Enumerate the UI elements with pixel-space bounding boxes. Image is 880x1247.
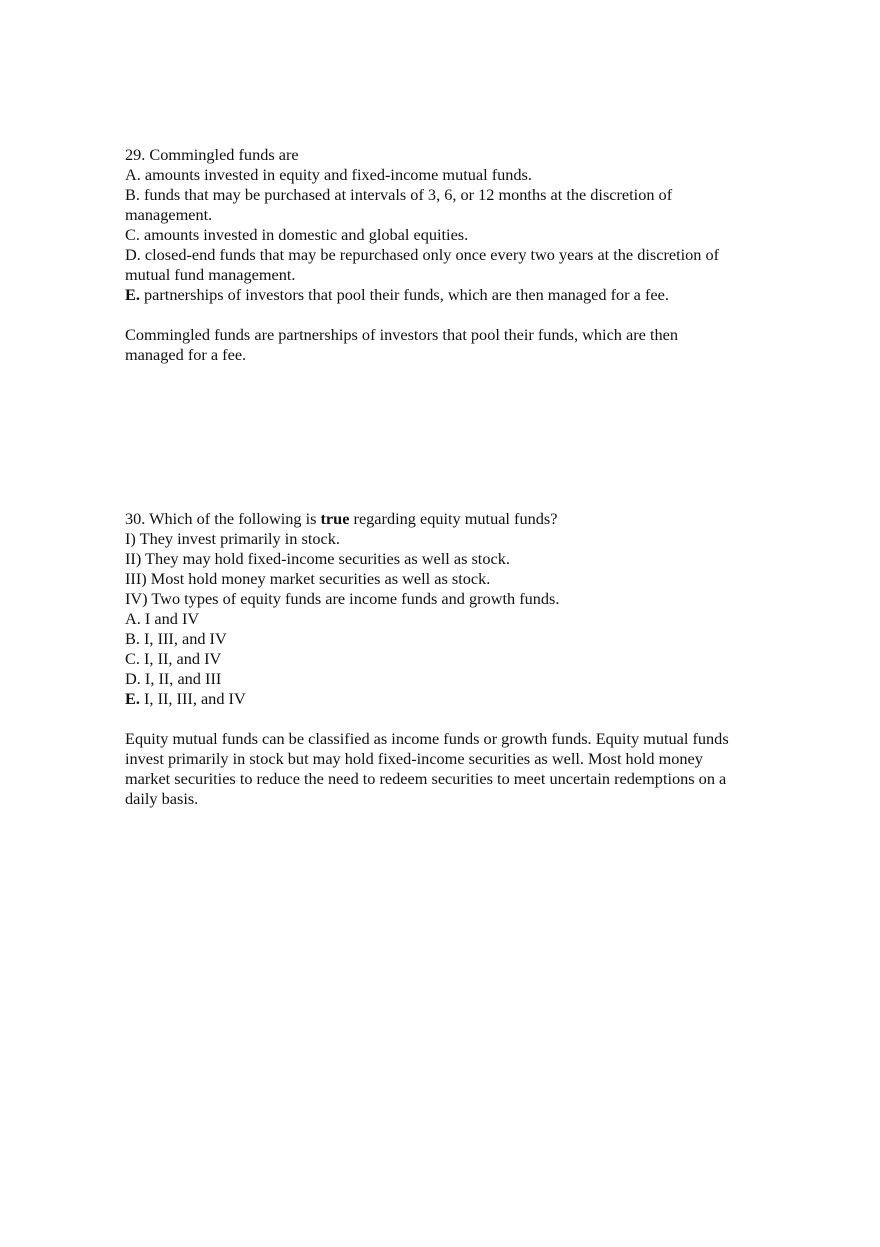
option-text: I, III, and IV [139,629,227,648]
question-29-option-b-cont: management. [125,205,213,224]
option-text: I and IV [140,609,200,628]
option-key: C. [125,649,140,668]
option-key: C. [125,225,140,244]
question-30-option-a [125,609,785,629]
option-key: B. [125,185,140,204]
stem-text: regarding equity mutual funds? [349,509,558,528]
question-30-explanation-line-4: daily basis. [125,789,199,808]
stem-text: 30. Which of the following is [125,509,321,528]
question-29-option-e [125,285,785,305]
option-text: amounts invested in equity and fixed-income mutual funds. [140,165,532,184]
statement-i: I) They invest primarily in stock. [125,529,340,548]
spacer [125,709,785,729]
option-key: A. [125,609,141,628]
option-text: funds that may be purchased at intervals of 3, 6, or 12 months at the discretion of [139,185,673,204]
option-text: amounts invested in domestic and global equities. [139,225,469,244]
option-key: A. [125,165,141,184]
option-key: D. [125,245,141,264]
option-text: closed-end funds that may be repurchased only once every two years at the discretion of [140,245,720,264]
correct-option-key: E. [125,689,140,708]
question-29-option-d [125,245,785,265]
question-30-stem [125,509,785,529]
question-29-option-b [125,185,785,205]
spacer [125,305,785,325]
statement-iii: III) Most hold money market securities as well as stock. [125,569,491,588]
question-29-option-c [125,225,785,245]
question-29 [125,145,785,365]
option-text: partnerships of investors that pool their funds, which are then managed for a fee. [139,285,669,304]
statement-iv: IV) Two types of equity funds are income funds and growth funds. [125,589,560,608]
question-30-explanation-line-1: Equity mutual funds can be classified as income funds or growth funds. Equity mutual funds [125,729,729,748]
question-30-option-d [125,669,785,689]
question-29-stem: 29. Commingled funds are [125,145,299,164]
option-text: I, II, III, and IV [139,689,246,708]
option-key: D. [125,669,141,688]
correct-option-key: E. [125,285,140,304]
option-text: I, II, and III [140,669,222,688]
question-29-explanation-line-2: managed for a fee. [125,345,247,364]
option-key: B. [125,629,140,648]
statement-ii: II) They may hold fixed-income securities as well as stock. [125,549,510,568]
question-30-explanation-line-3: market securities to reduce the need to redeem securities to meet uncertain redemptions on a [125,769,727,788]
question-30-option-b [125,629,785,649]
question-30-option-c [125,649,785,669]
question-30-explanation-line-2: invest primarily in stock but may hold fixed-income securities as well. Most hold money [125,749,703,768]
question-30-option-e [125,689,785,709]
question-29-explanation-line-1: Commingled funds are partnerships of investors that pool their funds, which are then [125,325,678,344]
question-29-option-a [125,165,785,185]
option-text: I, II, and IV [139,649,222,668]
question-29-option-d-cont: mutual fund management. [125,265,296,284]
stem-emphasis: true [320,509,350,528]
question-30 [125,509,785,809]
